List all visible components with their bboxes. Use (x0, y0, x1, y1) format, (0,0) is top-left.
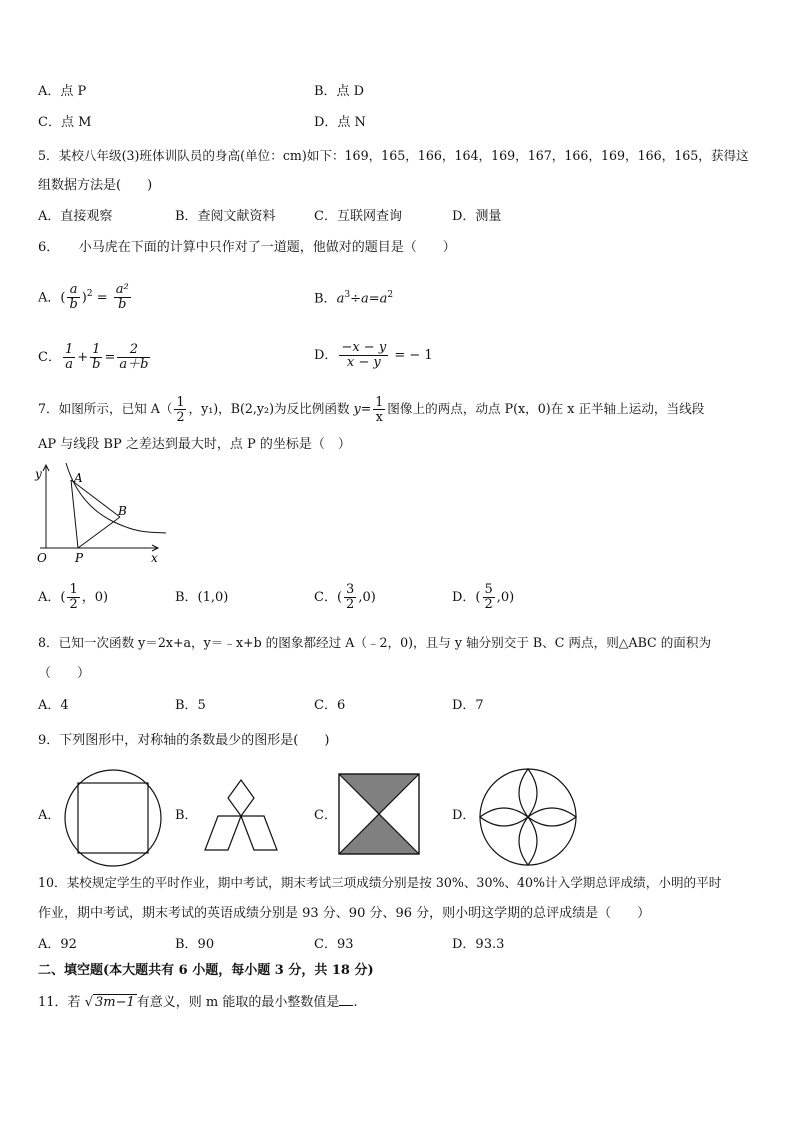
q9-figure-c (339, 774, 419, 854)
q10-stem-line2: 作业，期中考试，期末考试的英语成绩分别是 93 分、90 分、96 分，则小明这学期的总评成绩是（ ） (38, 906, 651, 921)
q10-option-b: B．90 (175, 937, 215, 952)
q7-option-d: D．( $\frac{5}{2}$ ,0) (452, 582, 515, 612)
q10-option-d: D．93.3 (452, 937, 505, 952)
q8-option-b: B．5 (175, 698, 206, 713)
q4-option-d: D．点 N (314, 115, 366, 130)
q4-option-b: B．点 D (314, 84, 365, 99)
q4-option-a: A．点 P (38, 84, 87, 99)
q7-option-b: B．(1,0) (175, 590, 229, 605)
q8-option-c: C．6 (314, 698, 346, 713)
label-x: x (151, 551, 158, 565)
segment-bp (78, 517, 120, 548)
label-o: O (37, 551, 47, 565)
q4-option-c: C．点 M (38, 115, 92, 130)
q7-stem-line1: 7．如图所示，已知 A（ $\frac{1}{2}$ ，y₁)，B(2,y₂)为反比例函数 y= $\frac{1}{x}$ 图像上的两点，动点 P(x，0)在 x 正半轴上运动，当线段 (38, 394, 705, 424)
label-a: A (74, 471, 83, 485)
q10-option-a: A．92 (38, 937, 77, 952)
q8-option-a: A．4 (38, 698, 69, 713)
q6-option-a: A．( $\frac{a}{b}$ )$^2$ = $\frac{\text{a²}}{b}$ (38, 282, 129, 313)
q7-option-c: C．( $\frac{3}{2}$ ,0) (314, 582, 376, 612)
q6-option-b: B．$a^3\div a=a^2$ (314, 290, 394, 307)
label-y: y (35, 467, 42, 481)
q9-figure-b (203, 778, 279, 853)
q9-option-a-label: A． (38, 808, 61, 823)
q5-option-a: A．直接观察 (38, 209, 113, 224)
q9-figure-d (478, 767, 578, 867)
q9-stem: 9．下列图形中，对称轴的条数最少的图形是( ) (38, 733, 330, 748)
q6-stem: 6． 小马虎在下面的计算中只作对了一道题，他做对的题目是（ ） (38, 240, 456, 255)
answer-blank (339, 993, 353, 1006)
segment-ap (71, 480, 78, 548)
q11-stem: 11．若 √ 3m−1 有意义，则 m 能取的最小整数值是 . (38, 995, 358, 1010)
q7-figure (34, 460, 174, 570)
label-p: P (75, 551, 84, 565)
q8-option-d: D．7 (452, 698, 484, 713)
section-heading-fill-in: 二、填空题(本大题共有 6 小题，每小题 3 分，共 18 分) (38, 963, 374, 978)
q9-option-b-label: B． (175, 808, 198, 823)
q8-stem-line2: （ ） (38, 666, 91, 681)
q9-option-c-label: C． (314, 808, 337, 823)
q10-option-c: C．93 (314, 937, 354, 952)
q6-option-c: C． $\frac{1}{a}$ + $\frac{1}{b}$ = $\frac{2}{a+b}$ (38, 342, 149, 372)
q9-option-d-label: D． (452, 808, 476, 823)
q7-option-a: A．( $\frac{1}{2}$ ，0) (38, 582, 109, 612)
q5-option-b: B．查阅文献资料 (175, 209, 276, 224)
q8-stem-line1: 8．已知一次函数 y＝2x+a，y＝﹣x+b 的图象都经过 A（﹣2，0)，且与 y 轴分别交于 B、C 两点，则△ABC 的面积为 (38, 635, 712, 650)
label-b: B (118, 504, 127, 518)
segment-ab (71, 480, 120, 517)
q10-stem-line1: 10．某校规定学生的平时作业，期中考试，期末考试三项成绩分别是按 30%、30%、40%计入学期总评成绩，小明的平时 (38, 875, 722, 890)
q5-stem-line2: 组数据方法是( ) (38, 178, 153, 193)
q5-option-c: C．互联网查询 (314, 209, 402, 224)
sqrt-expression: √ 3m−1 (84, 995, 135, 1010)
q5-stem-line1: 5．某校八年级(3)班体训队员的身高(单位：cm)如下：169，165，166，164，169，167，166，169，166，165，获得这 (38, 148, 749, 163)
q7-stem-line2: AP 与线段 BP 之差达到最大时，点 P 的坐标是（ ） (38, 437, 351, 452)
q9-figure-a (63, 768, 163, 868)
q5-option-d: D．测量 (452, 209, 502, 224)
q6-option-d: D． $\frac{-x - y}{x - y}$ = − 1 (314, 340, 433, 370)
